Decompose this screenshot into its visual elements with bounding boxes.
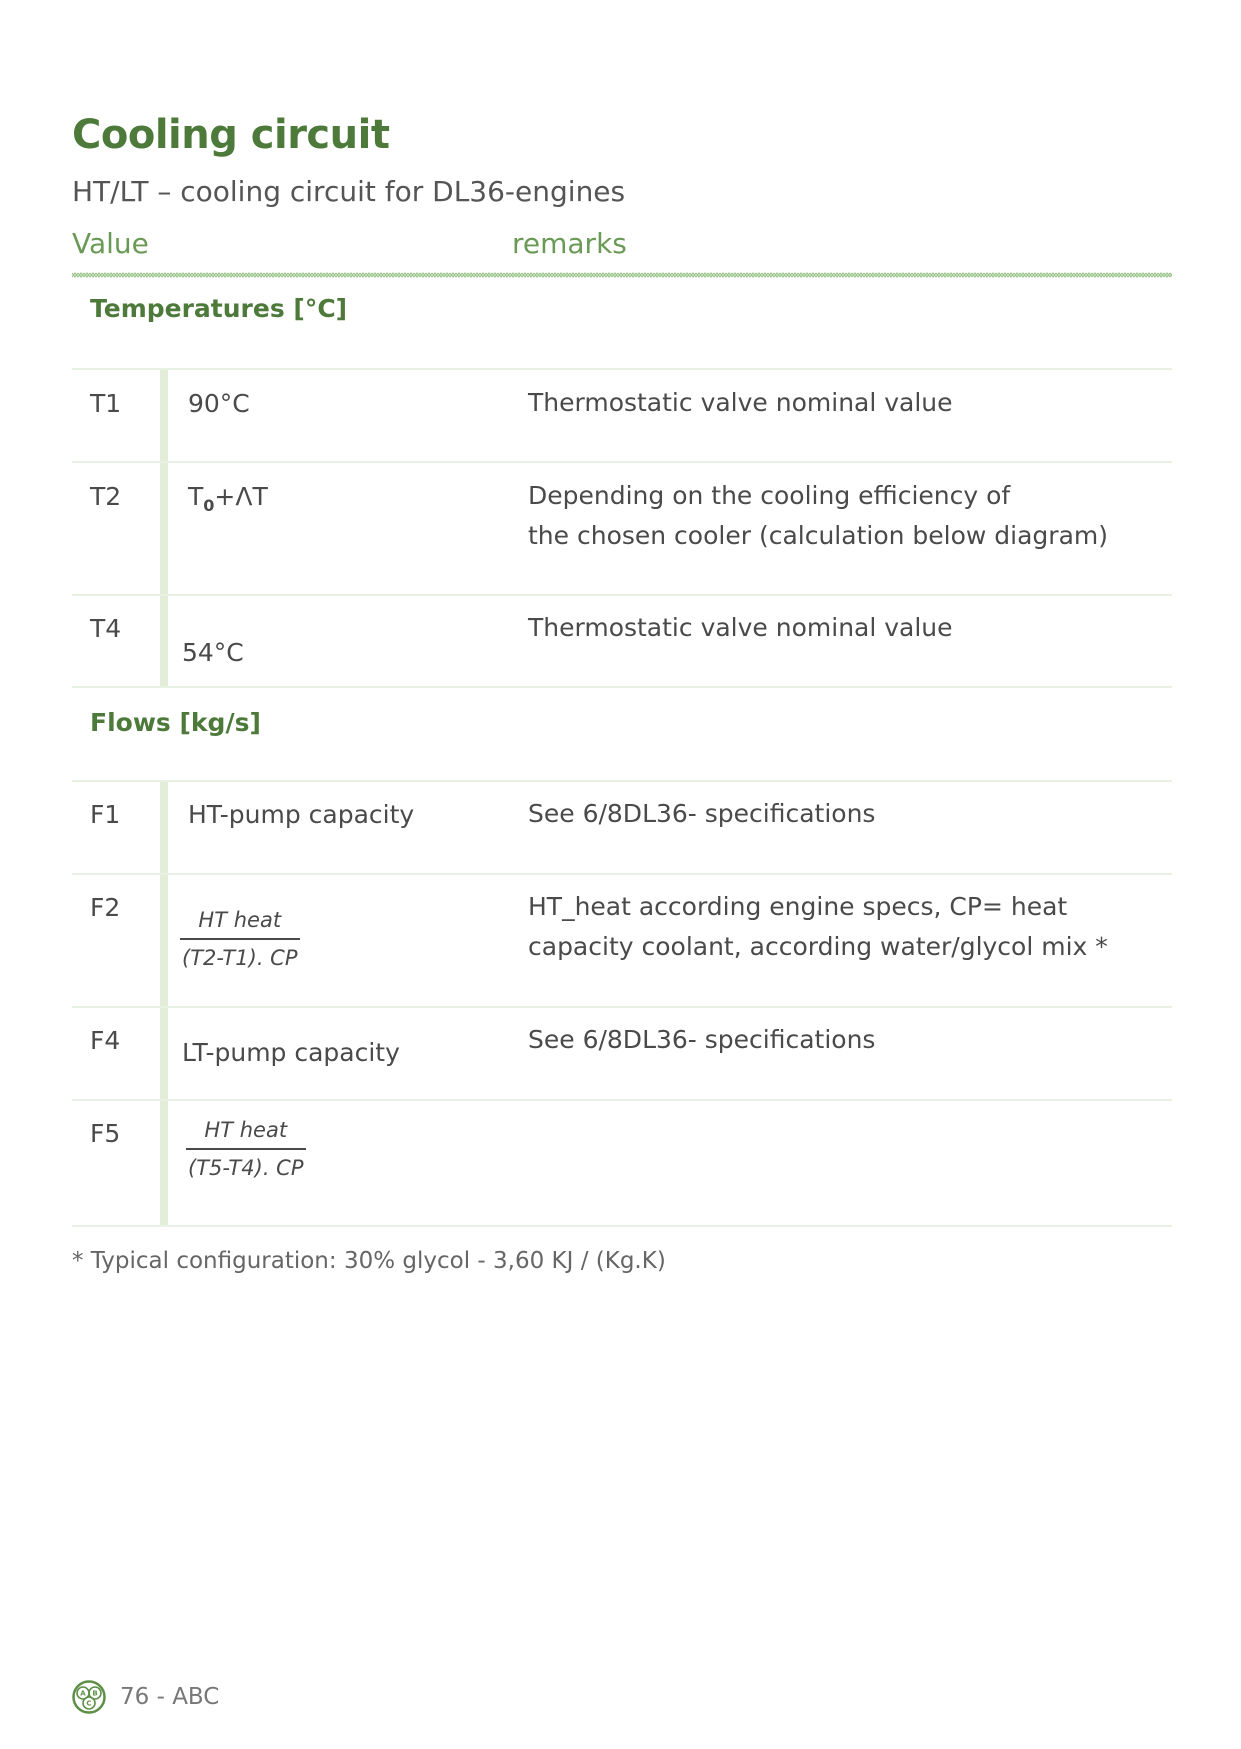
formula-f2: [180, 908, 300, 970]
row-value-t2: [188, 482, 268, 515]
value-column-bar: [160, 370, 168, 688]
row-divider: [72, 368, 1172, 370]
formula-f2-denominator: (T2-T1). CP: [180, 938, 300, 970]
row-value-f1: HT-pump capacity: [188, 800, 415, 829]
page: [72, 0, 1172, 1749]
remark-t2-line1: Depending on the cooling efficiency of: [528, 481, 1011, 510]
header-divider: [72, 270, 1172, 280]
row-id-f5: F5: [90, 1119, 121, 1148]
row-remark-t2: [528, 476, 1108, 556]
logo-letter-b: B: [92, 1689, 98, 1698]
column-header-remarks: remarks: [512, 227, 627, 260]
value-t2-sub: 0: [203, 496, 215, 515]
footnote: * Typical configuration: 30% glycol - 3,60 KJ / (Kg.K): [72, 1248, 666, 1274]
section-flows: Flows [kg/s]: [90, 708, 261, 737]
row-divider: [72, 1006, 1172, 1008]
value-t2-main: T: [188, 482, 204, 511]
remark-f2-line2: capacity coolant, according water/glycol mix *: [528, 932, 1108, 961]
remark-t2-line2: the chosen cooler (calculation below diagram): [528, 521, 1108, 550]
page-title: Cooling circuit: [72, 112, 390, 158]
page-subtitle: HT/LT – cooling circuit for DL36-engines: [72, 175, 626, 208]
row-divider: [72, 1225, 1172, 1227]
row-remark-t1: Thermostatic valve nominal value: [528, 388, 953, 417]
page-footer: [72, 1680, 219, 1714]
remark-f2-line1: HT_heat according engine specs, CP= heat: [528, 892, 1068, 921]
value-t2-rest: +ΛT: [214, 482, 268, 511]
row-remark-f2: [528, 887, 1108, 967]
row-divider: [72, 780, 1172, 782]
row-divider: [72, 686, 1172, 688]
formula-f2-numerator: HT heat: [198, 908, 282, 932]
row-value-f4: LT-pump capacity: [182, 1038, 400, 1067]
logo-letter-a: A: [80, 1689, 86, 1698]
row-remark-t4: Thermostatic valve nominal value: [528, 613, 953, 642]
column-header-value: Value: [72, 227, 149, 260]
row-divider: [72, 873, 1172, 875]
row-divider: [72, 594, 1172, 596]
row-remark-f1: See 6/8DL36- specifications: [528, 799, 876, 828]
page-number: 76 - ABC: [120, 1684, 220, 1710]
formula-f5-numerator: HT heat: [204, 1118, 288, 1142]
row-id-f4: F4: [90, 1026, 121, 1055]
row-remark-f4: See 6/8DL36- specifications: [528, 1025, 876, 1054]
row-value-t1: 90°C: [188, 389, 250, 418]
section-temperatures: Temperatures [°C]: [90, 294, 348, 323]
row-id-t1: T1: [90, 389, 122, 418]
row-divider: [72, 461, 1172, 463]
row-value-t4: 54°C: [182, 638, 244, 667]
row-id-f2: F2: [90, 893, 121, 922]
row-id-t4: T4: [90, 614, 122, 643]
value-column-bar: [160, 782, 168, 1226]
row-divider: [72, 1099, 1172, 1101]
formula-f5: [186, 1118, 306, 1180]
row-id-t2: T2: [90, 482, 122, 511]
formula-f5-denominator: (T5-T4). CP: [186, 1148, 306, 1180]
row-id-f1: F1: [90, 800, 121, 829]
logo-letter-c: C: [86, 1699, 92, 1708]
abc-logo-icon: [72, 1680, 106, 1714]
